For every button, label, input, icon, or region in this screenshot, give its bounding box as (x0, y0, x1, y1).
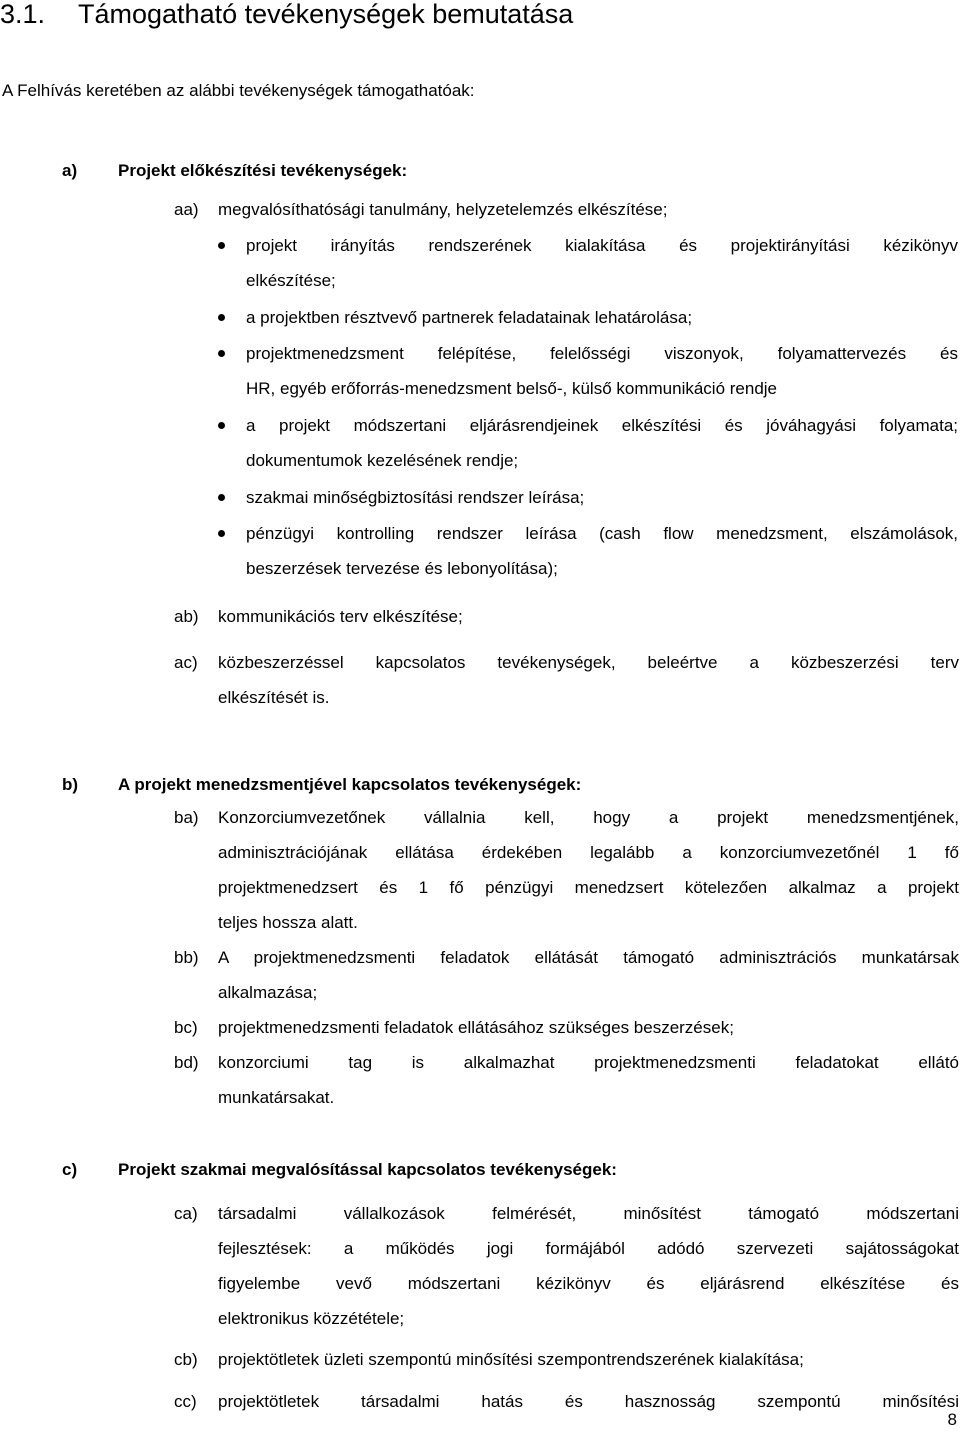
item-cb-label: cb) (174, 1350, 198, 1369)
bullet-line: a projekt módszertani eljárásrendjeinek elkészítési és jóváhagyási folyamata; (246, 416, 958, 435)
item-ac-line: közbeszerzéssel kapcsolatos tevékenységek, beleértve a közbeszerzési terv (218, 653, 959, 672)
item-ba-line: projektmenedzsert és 1 fő pénzügyi menedzsert kötelezően alkalmaz a projekt (218, 878, 959, 897)
item-bc-line: projektmenedzsmenti feladatok ellátásához szükséges beszerzések; (218, 1018, 734, 1037)
item-ca-line: figyelembe vevő módszertani kézikönyv és eljárásrend elkészítése és (218, 1274, 959, 1293)
bullet-line: beszerzések tervezése és lebonyolítása); (246, 559, 558, 578)
item-ba-label: ba) (174, 808, 199, 827)
item-bd-line: munkatársakat. (218, 1088, 335, 1107)
section-b-letter: b) (62, 775, 79, 794)
section-a-text: Projekt előkészítési tevékenységek: (118, 161, 408, 180)
bullet-icon (218, 350, 225, 357)
section-c-text: Projekt szakmai megvalósítással kapcsolatos tevékenységek: (118, 1160, 617, 1179)
item-bb-line: alkalmazása; (218, 983, 318, 1002)
heading-title: Támogatható tevékenységek bemutatása (78, 0, 574, 29)
item-cb-line: projektötletek üzleti szempontú minősítési szempontrendszerének kialakítása; (218, 1350, 804, 1369)
section-a-letter: a) (62, 161, 78, 180)
section-heading (0, 0, 573, 34)
bullet-icon (218, 242, 225, 249)
item-ca-line: fejlesztések: a működés jogi formájából adódó szervezeti sajátosságokat (218, 1239, 959, 1258)
item-ca-line: elektronikus közzététele; (218, 1309, 405, 1328)
bullet-icon (218, 494, 225, 501)
bullet-line: elkészítése; (246, 271, 336, 290)
item-cc-label: cc) (174, 1392, 197, 1411)
intro-paragraph: A Felhívás keretében az alábbi tevékenységek támogathatóak: (2, 81, 475, 100)
section-a-title (62, 159, 762, 183)
item-ba-line: adminisztrációjának ellátása érdekében legalább a konzorciumvezetőnél 1 fő (218, 843, 959, 862)
item-bb-label: bb) (174, 948, 199, 967)
bullet-icon (218, 314, 225, 321)
item-bb-line: A projektmenedzsmenti feladatok ellátását támogató adminisztrációs munkatársak (218, 948, 959, 967)
item-ba-line: Konzorciumvezetőnek vállalnia kell, hogy a projekt menedzsmentjének, (218, 808, 959, 827)
item-bd-label: bd) (174, 1053, 199, 1072)
item-ba-line: teljes hossza alatt. (218, 913, 358, 932)
section-b-text: A projekt menedzsmentjével kapcsolatos tevékenységek: (118, 775, 582, 794)
item-ac-line: elkészítését is. (218, 688, 330, 707)
item-aa-label: aa) (174, 200, 199, 219)
section-c-title (62, 1158, 762, 1182)
bullet-line: szakmai minőségbiztosítási rendszer leírása; (246, 488, 585, 507)
item-bd-line: konzorciumi tag is alkalmazhat projektmenedzsmenti feladatokat ellátó (218, 1053, 959, 1072)
bullet-icon (218, 530, 225, 537)
item-cc-line: projektötletek társadalmi hatás és hasznosság szempontú minősítési (218, 1392, 959, 1411)
bullet-line: a projektben résztvevő partnerek feladatainak lehatárolása; (246, 308, 693, 327)
heading-number: 3.1. (0, 0, 46, 29)
item-bc-label: bc) (174, 1018, 198, 1037)
bullet-line: HR, egyéb erőforrás-menedzsment belső-, külső kommunikáció rendje (246, 379, 778, 398)
bullet-icon (218, 422, 225, 429)
item-ac-label: ac) (174, 653, 198, 672)
page-number: 8 (947, 1410, 957, 1429)
bullet-line: dokumentumok kezelésének rendje; (246, 451, 519, 470)
section-c-letter: c) (62, 1160, 78, 1179)
bullet-line: pénzügyi kontrolling rendszer leírása (cash flow menedzsment, elszámolások, (246, 524, 958, 543)
item-ab-label: ab) (174, 607, 199, 626)
bullet-line: projektmenedzsment felépítése, felelősségi viszonyok, folyamattervezés és (246, 344, 958, 363)
item-ab-text: kommunikációs terv elkészítése; (218, 607, 463, 626)
item-ca-line: társadalmi vállalkozások felmérését, minősítést támogató módszertani (218, 1204, 959, 1223)
item-ca-label: ca) (174, 1204, 198, 1223)
item-aa-text: megvalósíthatósági tanulmány, helyzetelemzés elkészítése; (218, 200, 668, 219)
bullet-line: projekt irányítás rendszerének kialakítása és projektirányítási kézikönyv (246, 236, 958, 255)
section-b-title (62, 773, 762, 797)
